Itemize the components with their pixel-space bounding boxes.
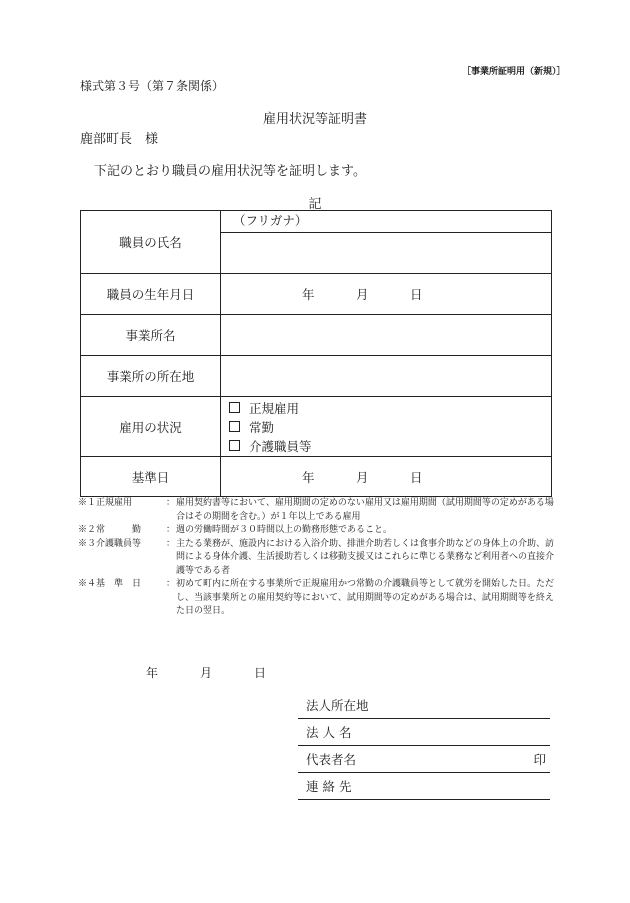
birthdate-year: 年 <box>302 287 315 302</box>
option-regular[interactable] <box>229 398 551 417</box>
representative-label: 代表者名 <box>306 752 357 767</box>
note-item: ※１正規雇用 ： 雇用契約書等において、雇用期間の定めのない雇用又は雇用期間（試用期間等の定めがある場合はその期間を含む。）が１年以上である雇用 <box>78 497 558 524</box>
corp-name-label: 法 人 名 <box>306 725 352 740</box>
base-date-month: 月 <box>356 469 369 485</box>
base-date-day: 日 <box>410 469 423 485</box>
note-text: 雇用契約書等において、雇用期間の定めのない雇用又は雇用期間（試用期間等の定めがある場合はその期間を含む。）が１年以上である雇用 <box>176 498 554 522</box>
birthdate-field[interactable] <box>221 274 552 315</box>
note-item: ※３介護職員等 ： 主たる業務が、施設内における入浴介助、排泄介助若しくは食事介助などの身体上の介助、訪問による身体介護、生活援助若しくは移動支援又はこれらに準じる業務など利用者への直接介護等である者 <box>78 538 558 579</box>
option-label: 正規雇用 <box>249 400 300 416</box>
office-address-field[interactable] <box>221 356 552 397</box>
corp-address-line[interactable] <box>298 692 550 719</box>
option-label: 介護職員等 <box>249 438 312 454</box>
base-date-field[interactable] <box>221 457 552 497</box>
note-item: ※４基 準 日 ： 初めて町内に所在する事業所で正規雇用かつ常勤の介護職員等として就労を開始した日。ただし、当該事業所との雇用契約等において、試用期間等の定めがある場合は、試用期間等を終えた日の翌日。 <box>78 578 558 619</box>
option-care-worker[interactable] <box>229 436 551 455</box>
note-key: ※２常 勤 <box>78 525 142 535</box>
office-name-label: 事業所名 <box>81 315 221 356</box>
signature-block <box>298 692 550 800</box>
ki-heading: 記 <box>308 197 322 212</box>
employment-status-label: 雇用の状況 <box>81 397 221 457</box>
document-title: 雇用状況等証明書 <box>262 112 367 127</box>
corp-address-label: 法人所在地 <box>306 698 369 713</box>
contact-label: 連 絡 先 <box>306 779 352 794</box>
option-fulltime[interactable] <box>229 417 551 436</box>
form-type-tag: ［事業所証明用（新規）］ <box>462 67 566 77</box>
note-item: ※２常 勤 ： 週の労働時間が３０時間以上の勤務形態であること。 <box>78 524 558 538</box>
birthdate-month: 月 <box>356 287 369 302</box>
certificate-table <box>80 210 552 497</box>
employment-status-options <box>221 397 552 457</box>
office-address-label: 事業所の所在地 <box>81 356 221 397</box>
contact-line[interactable] <box>298 773 550 800</box>
office-name-field[interactable] <box>221 315 552 356</box>
note-key: ※３介護職員等 <box>78 538 142 549</box>
option-label: 常勤 <box>249 419 275 435</box>
seal-mark: 印 <box>533 752 546 767</box>
base-date-year: 年 <box>302 469 315 485</box>
name-label: 職員の氏名 <box>81 211 221 274</box>
name-field[interactable] <box>221 233 552 274</box>
issue-day: 日 <box>254 666 267 680</box>
birthdate-day: 日 <box>410 287 423 302</box>
form-number: 様式第３号（第７条関係） <box>80 79 225 93</box>
base-date-label: 基準日 <box>81 457 221 497</box>
notes <box>78 497 558 619</box>
checkbox-icon[interactable] <box>229 440 240 451</box>
checkbox-icon[interactable] <box>229 402 240 413</box>
issue-year: 年 <box>146 666 159 680</box>
note-key: ※１正規雇用 <box>78 498 133 508</box>
representative-line[interactable] <box>298 746 550 773</box>
note-text: 主たる業務が、施設内における入浴介助、排泄介助若しくは食事介助などの身体上の介助、訪問による身体介護、生活援助若しくは移動支援又はこれらに準じる業務など利用者への直接介護等である者 <box>176 538 555 576</box>
intro-text: 下記のとおり職員の雇用状況等を証明します。 <box>94 164 366 179</box>
birthdate-label: 職員の生年月日 <box>81 274 221 315</box>
checkbox-icon[interactable] <box>229 421 240 432</box>
furigana-label: （フリガナ） <box>233 213 308 228</box>
corp-name-line[interactable] <box>298 719 550 746</box>
note-text: 初めて町内に所在する事業所で正規雇用かつ常勤の介護職員等として就労を開始した日。ただし、当該事業所との雇用契約等において、試用期間等の定めがある場合は、試用期間等を終えた日の翌日。 <box>176 579 555 616</box>
note-key: ※４基 準 日 <box>78 579 142 589</box>
furigana-field[interactable] <box>221 211 552 233</box>
note-text: 週の労働時間が３０時間以上の勤務形態であること。 <box>176 525 393 535</box>
addressee: 鹿部町長 様 <box>80 132 159 147</box>
issue-month: 月 <box>200 666 213 680</box>
